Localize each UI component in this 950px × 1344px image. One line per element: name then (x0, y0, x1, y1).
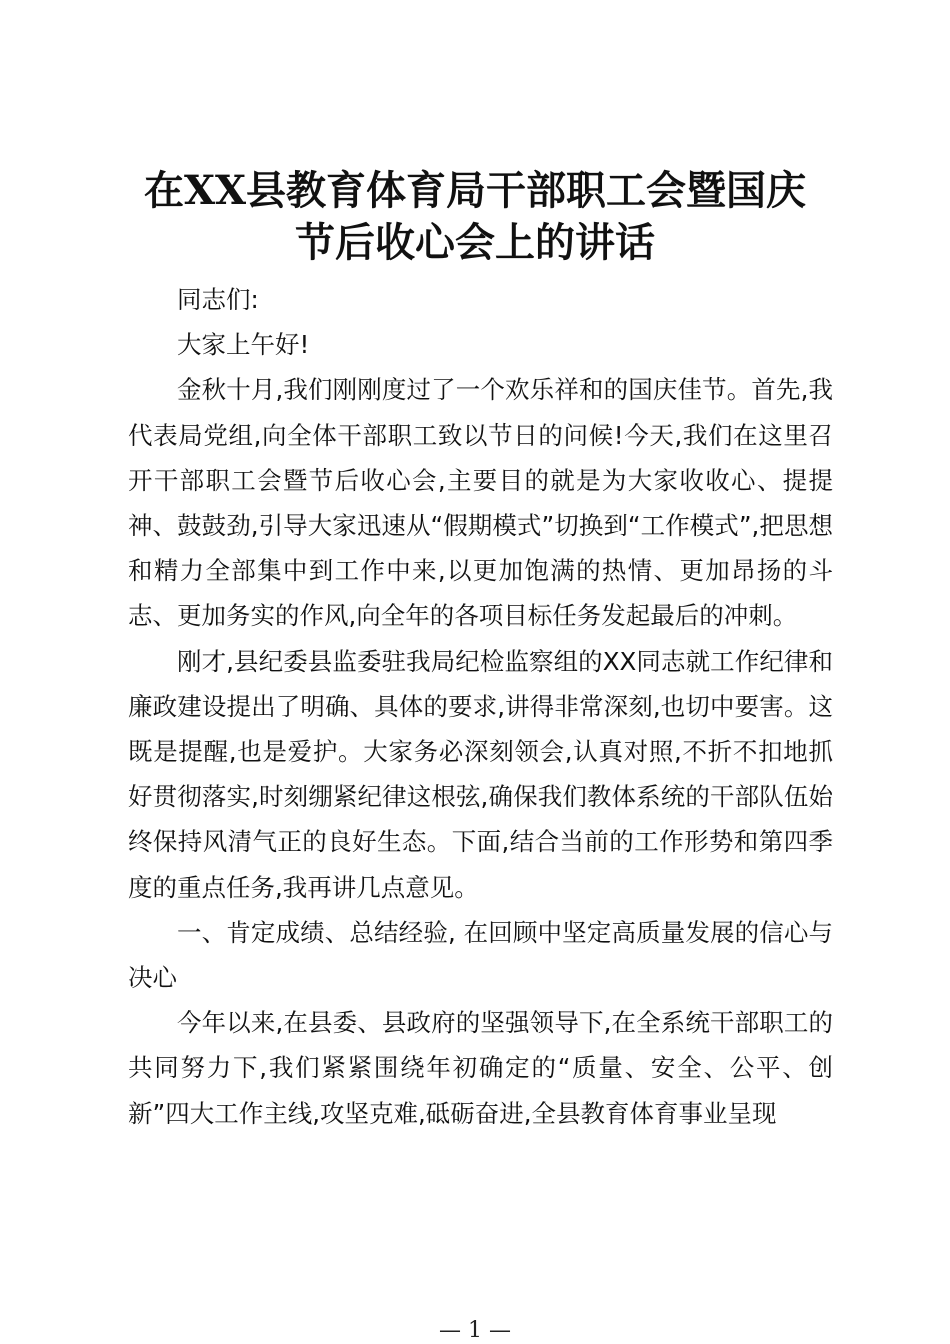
document-title (110, 165, 840, 269)
paragraph-intro: 金秋十月,我们刚刚度过了一个欢乐祥和的国庆佳节。首先,我代表局党组,向全体干部职工致以节日的问候!今天,我们在这里召开干部职工会暨节后收心会,主要目的就是为大家收收心、提提神、鼓鼓劲,引导大家迅速从“假期模式”切换到“工作模式”,把思想和精力全部集中到工作中来,以更加饱满的热情、更加昂扬的斗志、更加务实的作风,向全年的各项目标任务发起最后的冲刺。 (128, 375, 833, 631)
page-number: — 1 — (439, 1318, 511, 1343)
title-line-1: 在XX县教育体育局干部职工会暨国庆 (143, 167, 807, 214)
document-body (128, 277, 833, 1136)
paragraph-discipline: 刚才,县纪委县监委驻我局纪检监察组的XX同志就工作纪律和廉政建设提出了明确、具体的要求,讲得非常深刻,也切中要害。这既是提醒,也是爱护。大家务必深刻领会,认真对照,不折不扣地抓好贯彻落实,时刻绷紧纪律这根弦,确保我们教体系统的干部队伍始终保持风清气正的良好生态。下面,结合当前的工作形势和第四季度的重点任务,我再讲几点意见。 (128, 646, 833, 902)
salutation: 同志们: (177, 285, 259, 314)
section-heading-1: 一、肯定成绩、总结经验, 在回顾中坚定高质量发展的信心与决心 (128, 917, 833, 993)
paragraph-review: 今年以来,在县委、县政府的坚强领导下,在全系统干部职工的共同努力下,我们紧紧围绕年初确定的“质量、安全、公平、创新”四大工作主线,攻坚克难,砥砺奋进,全县教育体育事业呈现 (128, 1008, 833, 1128)
greeting: 大家上午好! (177, 330, 310, 360)
title-line-2: 节后收心会上的讲话 (295, 219, 655, 266)
